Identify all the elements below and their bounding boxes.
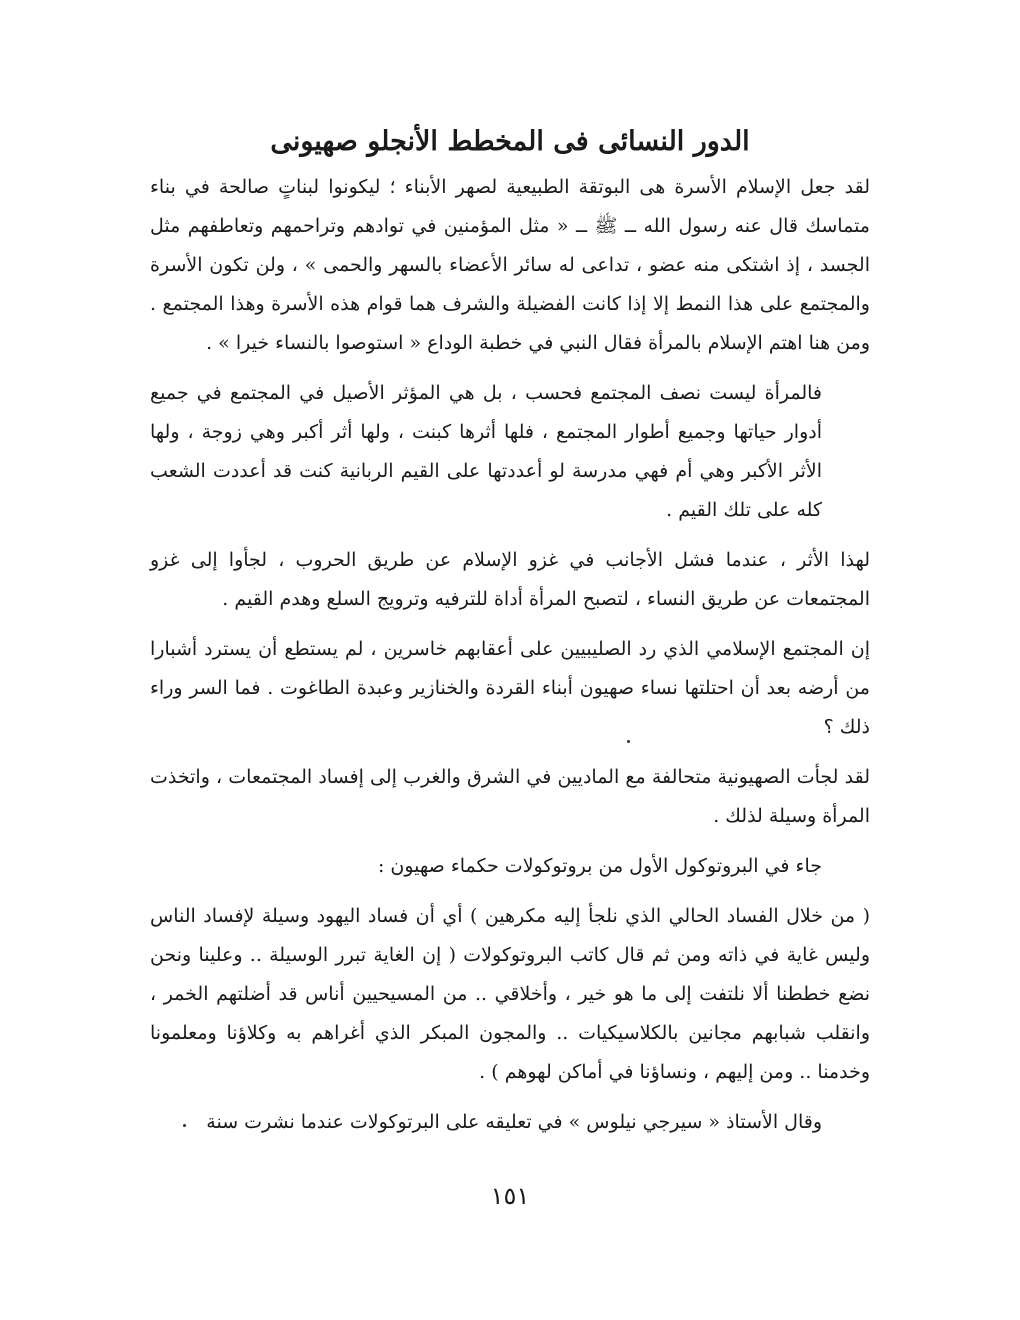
page-body [150, 122, 870, 1222]
paragraph-foreign-invasion: لهذا الأثر ، عندما فشل الأجانب في غزو الإسلام عن طريق الحروب ، لجأوا إلى غزو المجتمعات عن طريق النساء ، لتصبح المرأة أداة للترفيه وترويج السلع وهدم القيم . [150, 549, 870, 610]
scan-speck [183, 1124, 186, 1127]
page-title: الدور النسائى فى المخطط الأنجلو صهيونى [270, 126, 750, 157]
scan-speck [627, 740, 630, 743]
paragraph-islamic-society: إن المجتمع الإسلامي الذي رد الصليبيين على أعقابهم خاسرين ، لم يستطع أن يسترد أشبارا من أرضه بعد أن احتلتها نساء صهيون أبناء القردة والخنازير وعبدة الطاغوت . فما السر وراء ذلك ؟ [150, 638, 870, 738]
paragraph-protocol-quote: ( من خلال الفساد الحالي الذي نلجأ إليه مكرهين ) أي أن فساد اليهود وسيلة لإفساد الناس وليس غاية في ذاته ومن ثم قال كاتب البروتوكولات ( إن الغاية تبرر الوسيلة .. وعلينا ونحن نضع خططنا ألا نلتفت إلى ما هو خير ، وأخلاقي .. من المسيحيين أناس قد أضلتهم الخمر ، وانقلب شبابهم مجانين بالكلاسيكيات .. والمجون المبكر الذي أغراهم به وكلاؤنا ومعلمونا وخدمنا .. ومن إليهم ، ونساؤنا في أماكن لهوهم ) . [150, 905, 870, 1083]
paragraph-nilus: وقال الأستاذ « سيرجي نيلوس » في تعليقه على البرتوكولات عندما نشرت سنة [206, 1111, 822, 1133]
paragraph-woman-role: فالمرأة ليست نصف المجتمع فحسب ، بل هي المؤثر الأصيل في المجتمع في جميع أدوار حياتها وجميع أطوار المجتمع ، فلها أثرها كبنت ، ولها أثر أكبر وهي زوجة ، ولها الأثر الأكبر وهي أم فهي مدرسة لو أعددتها على القيم الربانية كنت قد أعددت الشعب كله على تلك القيم . [150, 382, 822, 521]
paragraph-family: لقد جعل الإسلام الأسرة هى البوتقة الطبيعية لصهر الأبناء ؛ ليكونوا لبناتٍ صالحة في بناء متماسك قال عنه رسول الله ــ ﷺ ــ « مثل المؤمنين في توادهم وتراحمهم وتعاطفهم مثل الجسد ، إذ اشتكى منه عضو ، تداعى له سائر الأعضاء بالسهر والحمى » ، ولن تكون الأسرة والمجتمع على هذا النمط إلا إذا كانت الفضيلة والشرف هما قوام هذه الأسرة وهذا المجتمع . ومن هنا اهتم الإسلام بالمرأة فقال النبي في خطبة الوداع « استوصوا بالنساء خيرا » . [150, 176, 870, 354]
paragraph-zionism: لقد لجأت الصهيونية متحالفة مع الماديين في الشرق والغرب إلى إفساد المجتمعات ، واتخذت المرأة وسيلة لذلك . [150, 766, 870, 827]
page-number: ١٥١ [490, 1182, 530, 1210]
paragraph-protocol-intro: جاء في البروتوكول الأول من بروتوكولات حكماء صهيون : [377, 855, 822, 877]
